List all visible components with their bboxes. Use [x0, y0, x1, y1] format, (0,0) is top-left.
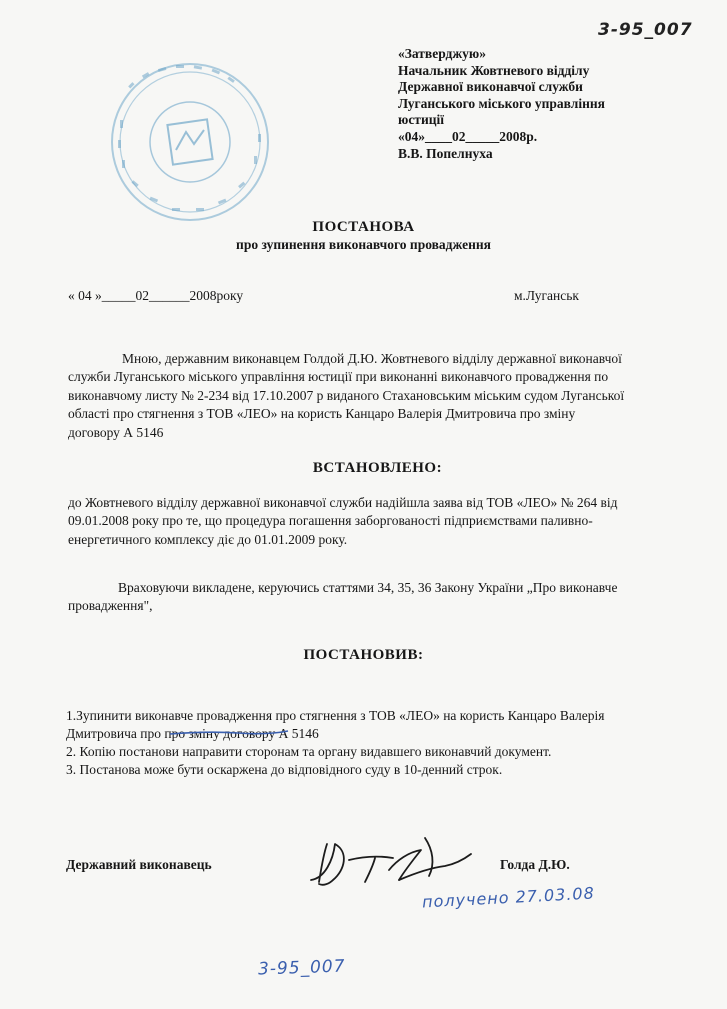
approval-line: «Затверджую»: [398, 46, 486, 61]
intro-line: служби Луганського міського управління юстиції при виконанні виконавчого провадження по: [68, 369, 609, 385]
approval-line: юстиції: [398, 112, 444, 128]
ruling-item: 1.Зупинити виконавче провадження про стягнення з ТОВ «ЛЕО» на користь Канцаро Валерія: [66, 708, 605, 723]
handwritten-received-note: получено 27.03.08: [421, 883, 596, 912]
approval-line: В.В. Попелнуха: [398, 145, 493, 161]
considering-line: Враховуючи викладене, керуючись статтями 34, 35, 36 Закону України „Про виконавче: [118, 580, 618, 595]
considering-paragraph: [68, 579, 658, 616]
intro-line: області про стягнення з ТОВ «ЛЕО» на користь Канцаро Валерія Дмитровича про зміну: [68, 406, 576, 422]
established-paragraph: [68, 494, 658, 549]
established-line: енергетичного комплексу діє до 01.01.2009 року.: [68, 531, 348, 547]
document-number: 3-95_007: [598, 20, 693, 40]
decided-heading: ПОСТАНОВИВ:: [303, 647, 424, 663]
approval-line: Державної виконавчої служби: [398, 79, 583, 95]
document-subtitle: про зупинення виконавчого провадження: [236, 237, 491, 252]
intro-line: виконавчому листу № 2-234 від 17.10.2007 р виданого Стахановським міським судом Луганської: [68, 387, 625, 403]
considering-line: провадження",: [68, 598, 153, 614]
signer-name: Голда Д.Ю.: [500, 857, 570, 872]
approval-line: «04»____02_____2008р.: [398, 128, 538, 144]
approval-line: Луганського міського управління: [398, 95, 605, 111]
document-date: « 04 »_____02______2008року: [68, 288, 244, 303]
signature-label: Державний виконавець: [66, 857, 212, 872]
established-heading: ВСТАНОВЛЕНО:: [312, 460, 443, 476]
intro-paragraph: [68, 350, 658, 442]
ruling-item: Дмитровича про про зміну договору А 5146: [66, 726, 319, 741]
approval-line: Начальник Жовтневого відділу: [398, 62, 590, 78]
handwritten-underline: [168, 722, 290, 738]
ruling-item: 3. Постанова може бути оскаржена до відповідного суду в 10-денний строк.: [66, 762, 503, 777]
handwritten-signature: [305, 830, 480, 895]
ruling-item: 2. Копію постанови направити сторонам та органу видавшего виконавчий документ.: [66, 744, 552, 759]
intro-line: договору А 5146: [68, 424, 164, 440]
document-place: м.Луганськ: [514, 288, 579, 303]
handwritten-document-number: 3-95_007: [257, 956, 346, 980]
official-seal-stamp: [108, 60, 273, 225]
approval-block: [398, 46, 638, 162]
document-title: ПОСТАНОВА: [312, 219, 415, 235]
rulings-list: [66, 707, 658, 779]
established-line: 09.01.2008 року про те, що процедура погашення заборгованості підприємствами паливно-: [68, 513, 593, 529]
intro-line: Мною, державним виконавцем Голдой Д.Ю. Жовтневого відділу державної виконавчої: [122, 351, 622, 366]
established-line: до Жовтневого відділу державної виконавчої служби надійшла заява від ТОВ «ЛЕО» № 264 від: [68, 495, 618, 510]
